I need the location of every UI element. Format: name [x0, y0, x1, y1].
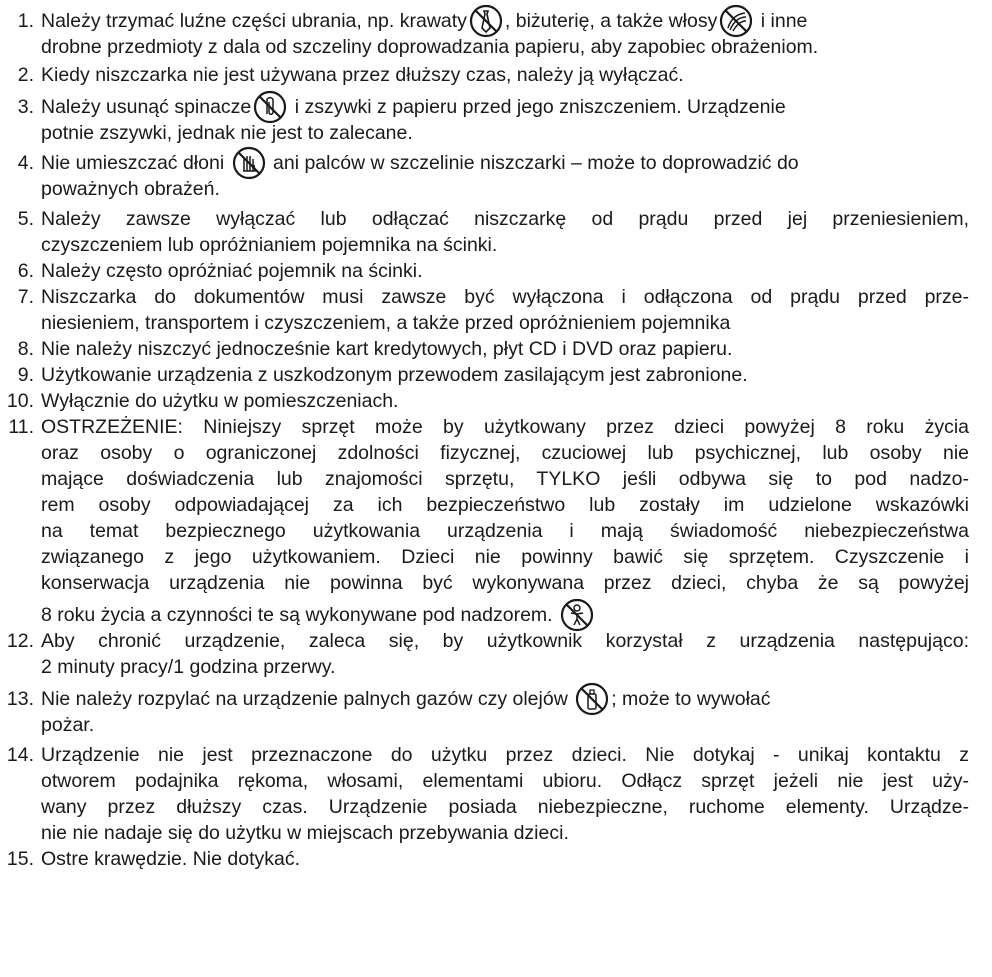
- item-number: 8.: [17, 338, 34, 360]
- no-hand-icon: [232, 146, 266, 180]
- item-text: Kiedy niszczarka nie jest używana przez dłuższy czas, należy ją wyłączać.: [41, 64, 684, 86]
- item-number: 10.: [6, 390, 34, 412]
- item-number: 3.: [17, 96, 34, 118]
- item-text: Należy usunąć spinacze i zszywki z papieru przed jego zniszczeniem. Urządzenie potnie zszywki, jednak nie jest to zalecane.: [41, 94, 969, 146]
- item-text: Nie umieszczać dłoni ani palców w szczelinie niszczarki – może to doprowadzić do poważnych obrażeń.: [41, 150, 969, 202]
- no-tie-icon: [469, 4, 503, 38]
- item-text: Ostre krawędzie. Nie dotykać.: [41, 848, 301, 870]
- no-paperclip-icon: [253, 90, 287, 124]
- item-number: 6.: [17, 260, 34, 282]
- item-number: 5.: [17, 208, 34, 230]
- item-text: Niszczarka do dokumentów musi zawsze być wyłączona i odłączona od prądu przed prze- niesieniem, transportem i czyszczeniem, a także przed opróżnieniem pojemnika: [41, 286, 969, 334]
- item-number: 12.: [6, 630, 34, 652]
- item-number: 9.: [17, 364, 34, 386]
- item-text: Użytkowanie urządzenia z uszkodzonym przewodem zasilającym jest zabronione.: [41, 364, 748, 386]
- item-text: Należy zawsze wyłączać lub odłączać niszczarkę od prądu przed jej przeniesieniem, czyszczeniem lub opróżnianiem pojemnika na ścinki.: [41, 208, 969, 256]
- item-text: Należy trzymać luźne części ubrania, np. krawaty , biżuterię, a także włosy i inne drobne przedmioty z dala od szczeliny doprowadzania papieru, aby zapobiec obrażeniom.: [41, 8, 969, 60]
- item-number: 7.: [17, 286, 34, 308]
- item-text: Nie należy niszczyć jednocześnie kart kredytowych, płyt CD i DVD oraz papieru.: [41, 338, 733, 360]
- item-text: Nie należy rozpylać na urządzenie palnych gazów czy olejów ; może to wywołać pożar.: [41, 686, 969, 738]
- item-text: Urządzenie nie jest przeznaczone do użytku przez dzieci. Nie dotykaj - unikaj kontaktu z otworem podajnika rękoma, włosami, elementami ubioru. Odłącz sprzęt jeżeli nie jest uży- wany przez dłuższy czas. Urządzenie posiada niebezpieczne, ruchome elementy. Urządze- nie nie nadaje się do użytku w miejscach przebywania dzieci.: [41, 744, 969, 844]
- item-text: Należy często opróżniać pojemnik na ścinki.: [41, 260, 423, 282]
- item-text: OSTRZEŻENIE: Niniejszy sprzęt może by użytkowany przez dzieci powyżej 8 roku życia oraz osoby o ograniczonej zdolności fizycznej, czuciowej lub psychicznej, lub osoby nie mające doświadczenia lub znajomości sprzętu, TYLKO jeśli odbywa się to pod nadzo- rem osoby odpowiadającej za ich bezpieczeństwo lub zostały im udzielone wskazówki na temat bezpiecznego użytkowania urządzenia i mają świadomość niebezpieczeństwa związanego z jego użytkowaniem. Dzieci nie powinny bawić się sprzętem. Czyszczenie i konserwacja urządzenia nie powinna być wykonywana przez dzieci, chyba że są powyżej 8 roku życia a czynności te są wykonywane pod nadzorem.: [41, 414, 969, 628]
- item-number: 14.: [6, 744, 34, 766]
- item-number: 11.: [8, 416, 34, 438]
- item-text: Aby chronić urządzenie, zaleca się, by użytkownik korzystał z urządzenia następująco: 2 minuty pracy/1 godzina przerwy.: [41, 630, 969, 678]
- item-number: 2.: [17, 64, 34, 86]
- item-number: 4.: [17, 152, 34, 174]
- item-number: 15.: [6, 848, 34, 870]
- no-children-icon: [560, 598, 594, 632]
- item-text: Wyłącznie do użytku w pomieszczeniach.: [41, 390, 399, 412]
- no-hair-icon: [719, 4, 753, 38]
- item-number: 1.: [17, 10, 34, 32]
- item-number: 13.: [6, 688, 34, 710]
- no-spray-icon: [575, 682, 609, 716]
